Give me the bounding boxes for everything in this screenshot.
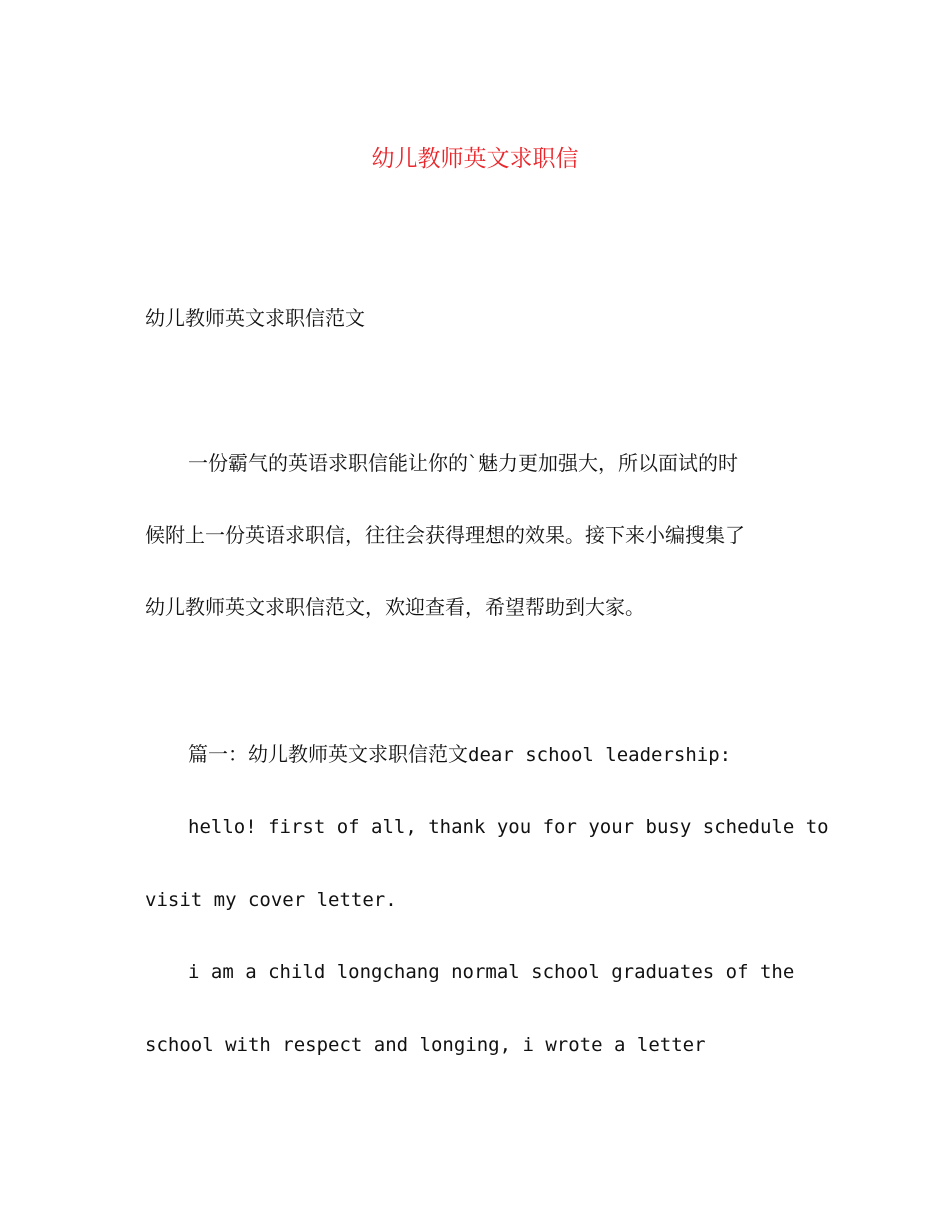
body-line-3: i am a child longchang normal school graduates of the bbox=[188, 961, 795, 983]
body-line-1: hello! first of all, thank you for your busy schedule to bbox=[188, 816, 829, 838]
section-heading bbox=[188, 739, 731, 770]
body-line-4: school with respect and longing, i wrote a letter bbox=[145, 1034, 706, 1056]
body-line-2: visit my cover letter. bbox=[145, 889, 397, 911]
intro-line-1: 一份霸气的英语求职信能让你的`魅力更加强大，所以面试的时 bbox=[188, 451, 738, 475]
intro-line-3: 幼儿教师英文求职信范文，欢迎查看，希望帮助到大家。 bbox=[145, 595, 645, 619]
section-heading-cn: 篇一：幼儿教师英文求职信范文 bbox=[188, 742, 468, 766]
intro-line-2: 候附上一份英语求职信，往往会获得理想的效果。接下来小编搜集了 bbox=[145, 523, 745, 547]
document-title: 幼儿教师英文求职信 bbox=[371, 146, 579, 172]
section-heading-en: dear school leadership: bbox=[468, 744, 732, 766]
document-subtitle: 幼儿教师英文求职信范文 bbox=[145, 306, 365, 330]
